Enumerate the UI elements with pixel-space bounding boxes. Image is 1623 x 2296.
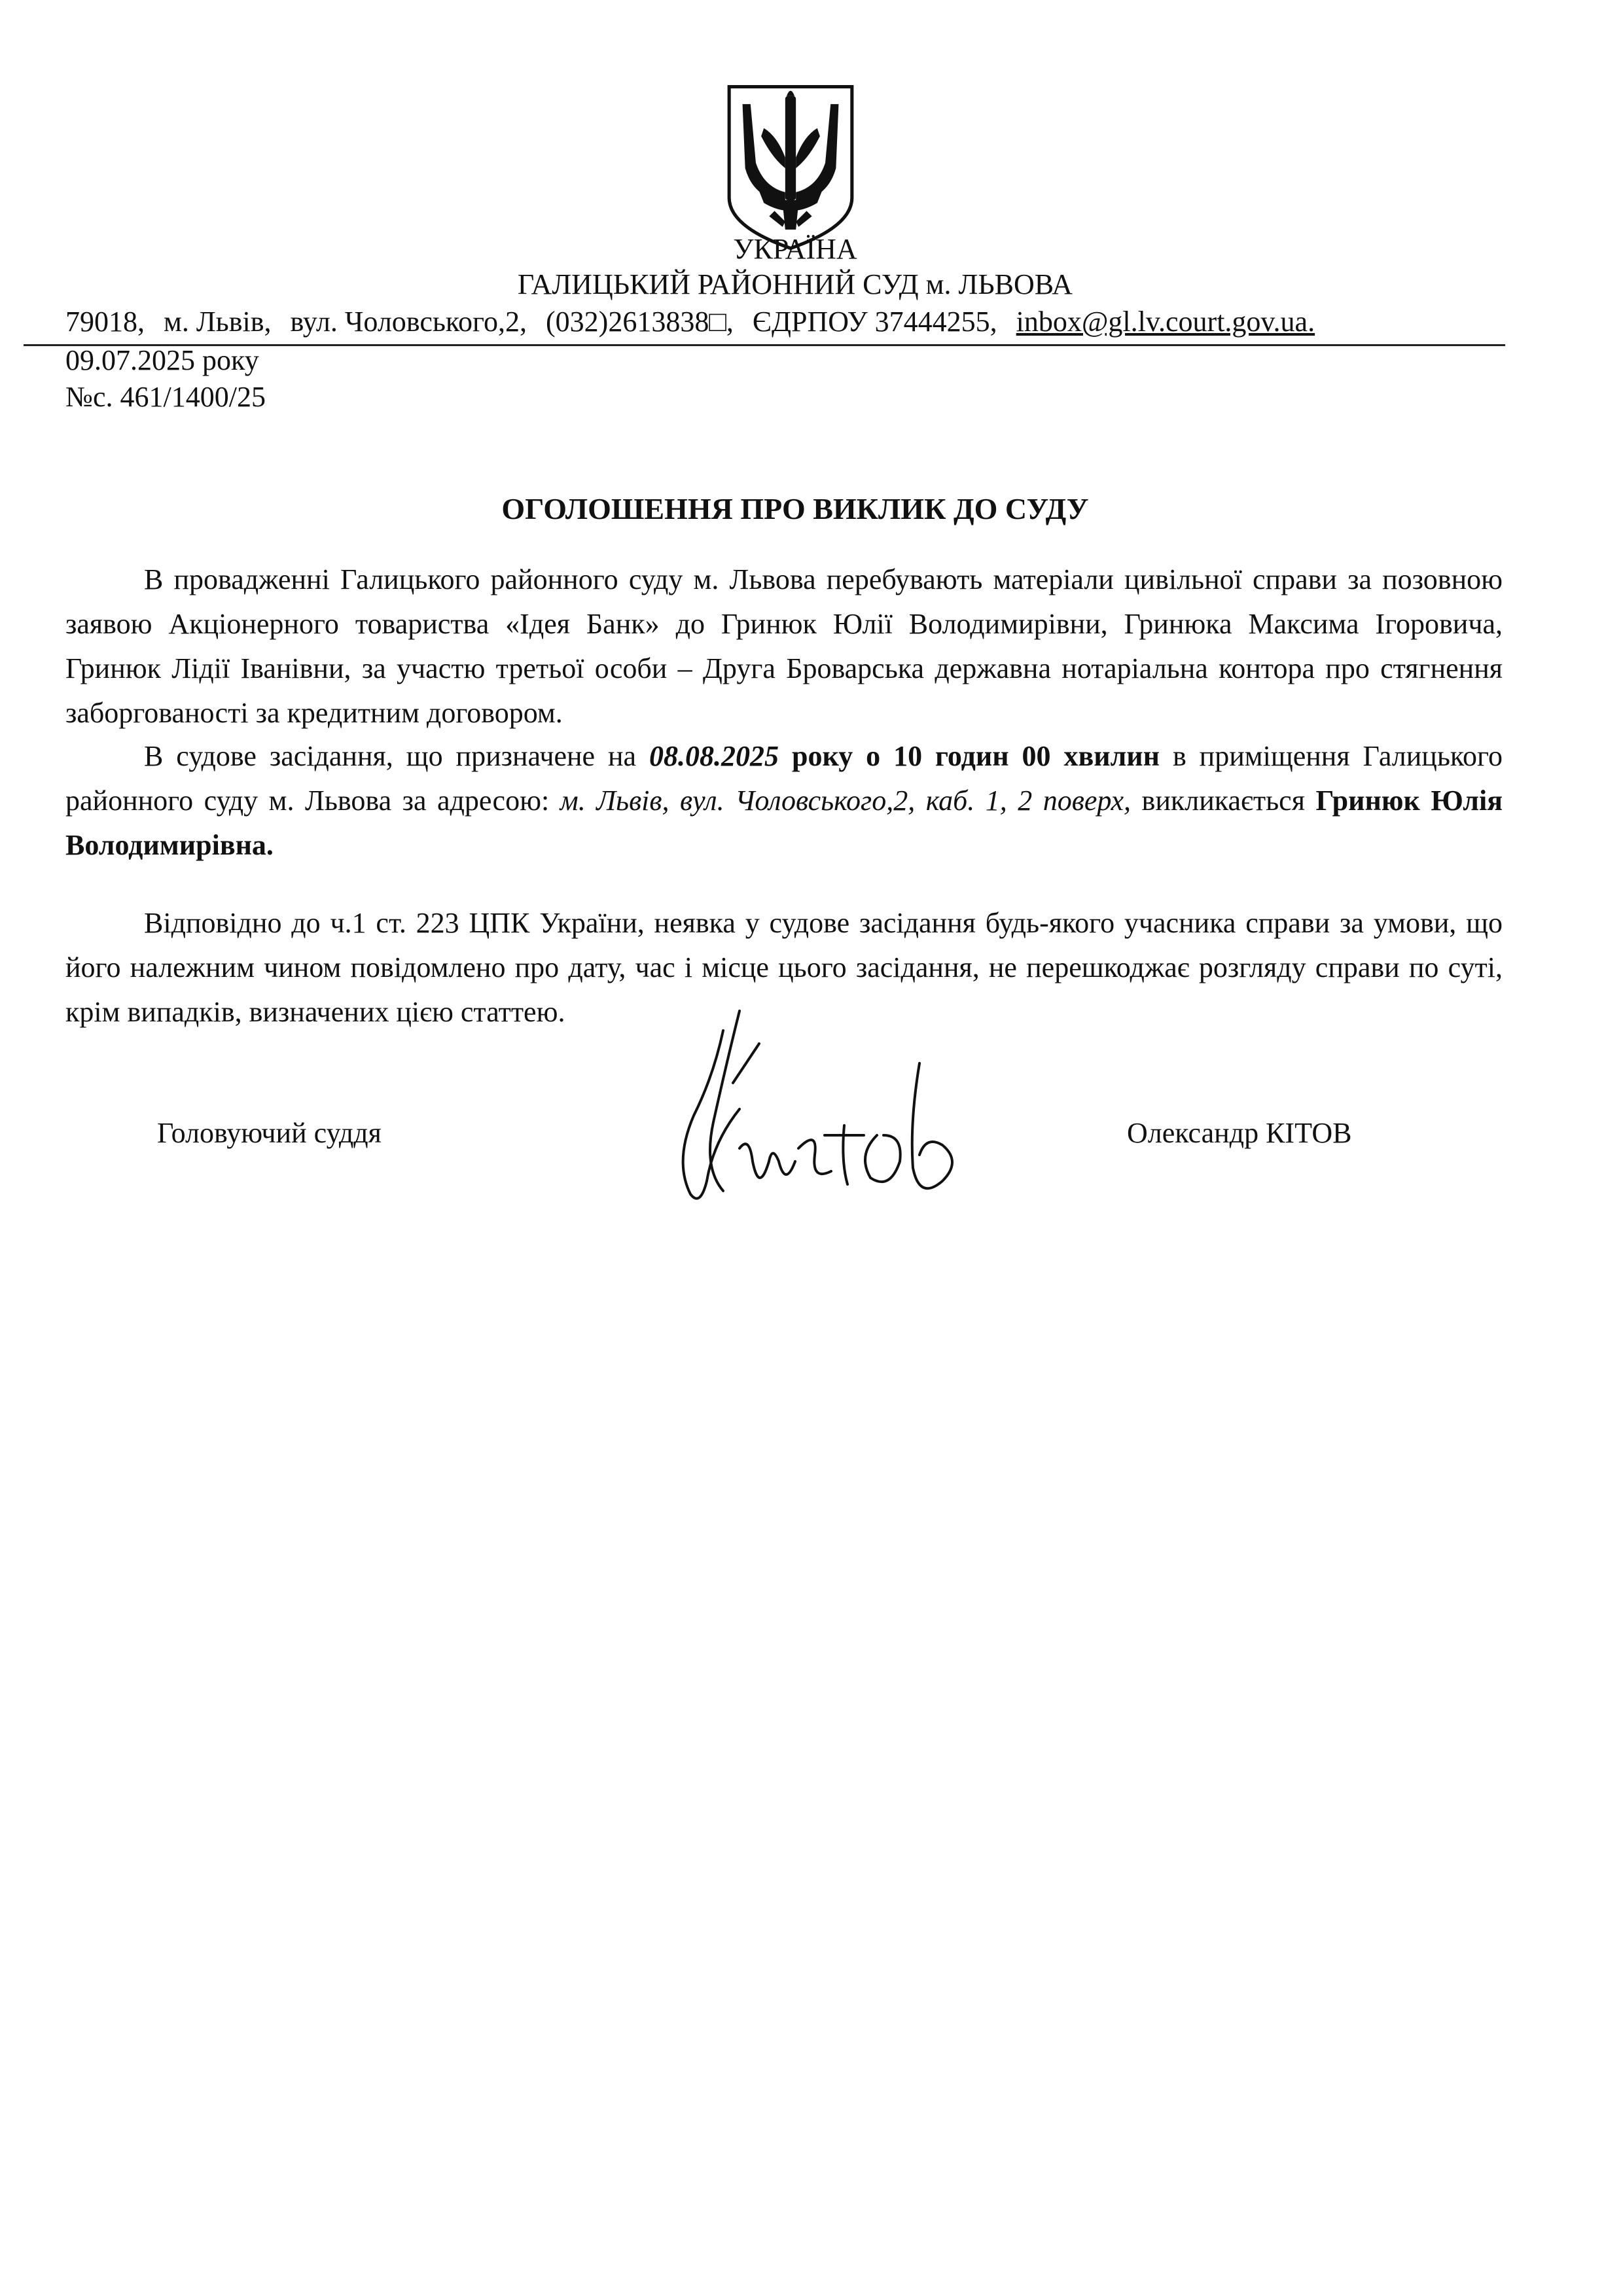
hearing-date: 08.08.2025 — [649, 740, 779, 772]
court-contacts — [65, 305, 1512, 339]
judge-name: Олександр КІТОВ — [1127, 1117, 1352, 1149]
court-name: ГАЛИЦЬКИЙ РАЙОННИЙ СУД м. ЛЬВОВА — [517, 268, 1073, 300]
email-link[interactable]: inbox@gl.lv.court.gov.ua. — [1016, 306, 1315, 338]
paragraph-text: Відповідно до ч.1 ст. 223 ЦПК України, неявка у судове засідання будь-якого учасника справи за умови, що його належним чином повідомлено про дату, час і місце цього засідання, не перешкоджає розгляду справи по суті, крім випадків, визначених цією статтею. — [65, 907, 1503, 1028]
city: м. Львів, — [164, 306, 272, 338]
postcode: 79018, — [65, 306, 145, 338]
summoned-person: Гринюк Юлія Володимирівна. — [65, 785, 1503, 861]
paragraph-hearing — [65, 734, 1503, 868]
document-date: 09.07.2025 року — [65, 344, 259, 376]
hearing-text-1: В судове засідання, що призначене на — [144, 740, 650, 772]
case-number: №с. 461/1400/25 — [65, 381, 266, 413]
edrpou-code: ЄДРПОУ 37444255, — [752, 306, 997, 338]
hearing-text-3: викликається — [1131, 785, 1316, 817]
hearing-address: м. Львів, вул. Чоловського,2, каб. 1, 2 поверх, — [560, 785, 1132, 817]
phone: (032)2613838□, — [546, 306, 734, 338]
handwritten-signature-icon — [661, 1004, 988, 1220]
trident-coat-of-arms-icon — [724, 82, 857, 251]
paragraph-text: В провадженні Галицького районного суду м. Львова перебувають матеріали цивільної справи за позовною заявою Акціонерного товариства «Ідея Банк» до Гринюк Юлії Володимирівни, Гринюка Максима Ігоровича, Гринюк Лідії Іванівни, за участю третьої особи – Друга Броварська державна нотаріальна контора про стягнення заборгованості за кредитним договором. — [65, 563, 1503, 729]
hearing-text-2: в приміщення Галицького районного суду м. Львова за адресою: — [65, 740, 1503, 817]
street-address: вул. Чоловського,2, — [290, 306, 527, 338]
hearing-time: року о 10 годин 00 хвилин — [779, 740, 1160, 772]
country-name: УКРАЇНА — [733, 233, 857, 265]
document-title: ОГОЛОШЕННЯ ПРО ВИКЛИК ДО СУДУ — [501, 492, 1089, 525]
judge-role: Головуючий суддя — [157, 1117, 382, 1149]
paragraph-case-info — [65, 557, 1503, 735]
